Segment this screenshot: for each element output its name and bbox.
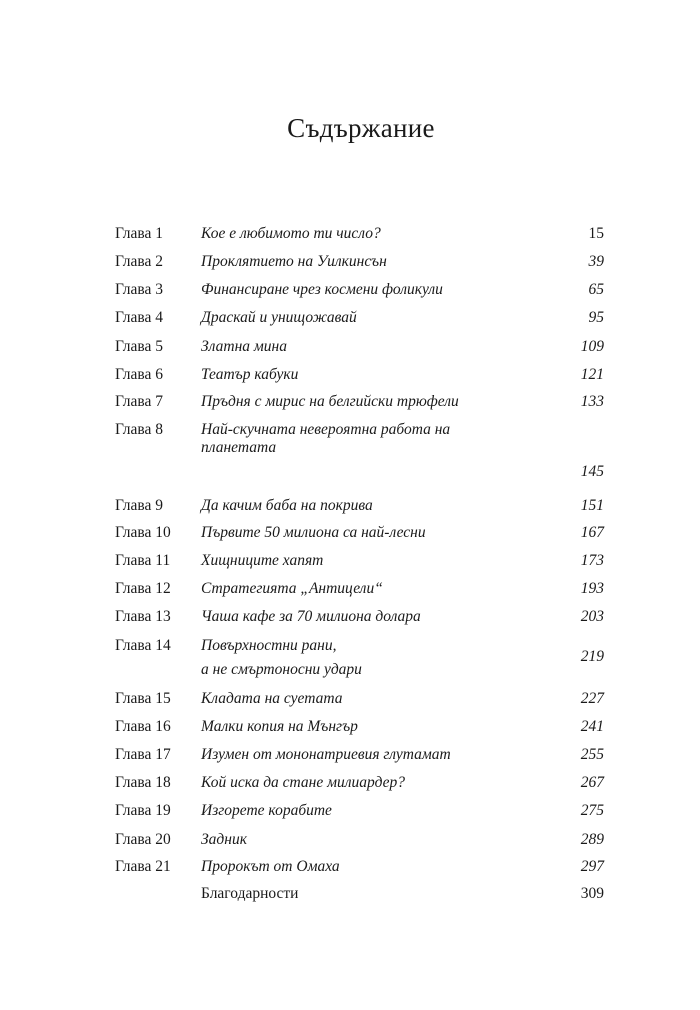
chapter-title: Чаша кафе за 70 милиона долара bbox=[201, 608, 421, 625]
chapter-title: Златна мина bbox=[201, 338, 287, 355]
page-number: 167 bbox=[580, 524, 604, 541]
chapter-number: Глава 14 bbox=[115, 637, 171, 654]
page-number: 39 bbox=[588, 253, 604, 270]
chapter-title: Малки копия на Мънгър bbox=[201, 718, 358, 735]
page-number: 267 bbox=[580, 774, 604, 791]
chapter-number: Глава 2 bbox=[115, 253, 164, 270]
page-number: 255 bbox=[580, 746, 604, 763]
chapter-title: Хищниците хапят bbox=[201, 552, 324, 569]
page-number: 309 bbox=[580, 885, 604, 902]
chapter-number: Глава 7 bbox=[115, 393, 164, 410]
page-number: 203 bbox=[580, 608, 604, 625]
page-number: 227 bbox=[580, 690, 604, 707]
chapter-number: Глава 9 bbox=[115, 497, 164, 514]
chapter-number: Глава 19 bbox=[115, 802, 171, 819]
page-number: 145 bbox=[580, 463, 604, 480]
chapter-title: Изгорете корабите bbox=[201, 802, 332, 819]
chapter-number: Глава 8 bbox=[115, 421, 164, 438]
page-title: Съдържание bbox=[287, 113, 435, 143]
chapter-title: Пръдня с мирис на белгийски трюфели bbox=[201, 393, 459, 410]
chapter-title-line: планетата bbox=[201, 439, 277, 456]
chapter-title: Първите 50 милиона са най-лесни bbox=[201, 524, 426, 541]
page-number: 297 bbox=[580, 858, 604, 875]
chapter-title: Драскай и унищожавай bbox=[201, 309, 357, 326]
chapter-number: Глава 18 bbox=[115, 774, 171, 791]
page-number: 193 bbox=[580, 580, 604, 597]
page-number: 289 bbox=[580, 831, 604, 848]
chapter-title: Кое е любимото ти число? bbox=[201, 225, 381, 242]
chapter-title: Театър кабуки bbox=[201, 366, 299, 383]
page-number: 151 bbox=[580, 497, 604, 514]
chapter-number: Глава 13 bbox=[115, 608, 171, 625]
page-number: 95 bbox=[588, 309, 604, 326]
page-number: 173 bbox=[580, 552, 604, 569]
chapter-number: Глава 17 bbox=[115, 746, 171, 763]
chapter-number: Глава 12 bbox=[115, 580, 171, 597]
chapter-number: Глава 16 bbox=[115, 718, 171, 735]
chapter-number: Глава 5 bbox=[115, 338, 164, 355]
chapter-number: Глава 10 bbox=[115, 524, 171, 541]
chapter-title: Задник bbox=[201, 831, 247, 848]
chapter-number: Глава 15 bbox=[115, 690, 171, 707]
chapter-number: Глава 11 bbox=[115, 552, 171, 569]
chapter-title-line: Повърхностни рани, bbox=[201, 637, 337, 654]
chapter-number: Глава 4 bbox=[115, 309, 164, 326]
page-number: 121 bbox=[580, 366, 604, 383]
page-number: 133 bbox=[580, 393, 604, 410]
chapter-number: Глава 6 bbox=[115, 366, 164, 383]
page-number: 241 bbox=[580, 718, 604, 735]
chapter-title-line: Най-скучната невероятна работа на bbox=[201, 421, 451, 438]
page-number: 275 bbox=[580, 802, 604, 819]
chapter-title: Да качим баба на покрива bbox=[201, 497, 373, 514]
page-number: 109 bbox=[580, 338, 604, 355]
chapter-title: Кладата на суетата bbox=[201, 690, 343, 707]
acknowledgements-title: Благодарности bbox=[201, 885, 299, 902]
chapter-number: Глава 21 bbox=[115, 858, 171, 875]
page-number: 65 bbox=[588, 281, 604, 298]
chapter-title: Кой иска да стане милиардер? bbox=[201, 774, 405, 791]
chapter-title: Изумен от мононатриевия глутамат bbox=[201, 746, 451, 763]
chapter-title: Пророкът от Омаха bbox=[201, 858, 340, 875]
chapter-number: Глава 1 bbox=[115, 225, 164, 242]
page-number: 219 bbox=[580, 648, 604, 665]
chapter-title: Стратегията „Антицели“ bbox=[201, 580, 383, 597]
chapter-number: Глава 3 bbox=[115, 281, 164, 298]
chapter-title: Финансиране чрез космени фоликули bbox=[201, 281, 443, 298]
chapter-title: Проклятието на Уилкинсън bbox=[201, 253, 387, 270]
chapter-title-line: а не смъртоносни удари bbox=[201, 661, 362, 678]
chapter-number: Глава 20 bbox=[115, 831, 171, 848]
page-number: 15 bbox=[588, 225, 604, 242]
